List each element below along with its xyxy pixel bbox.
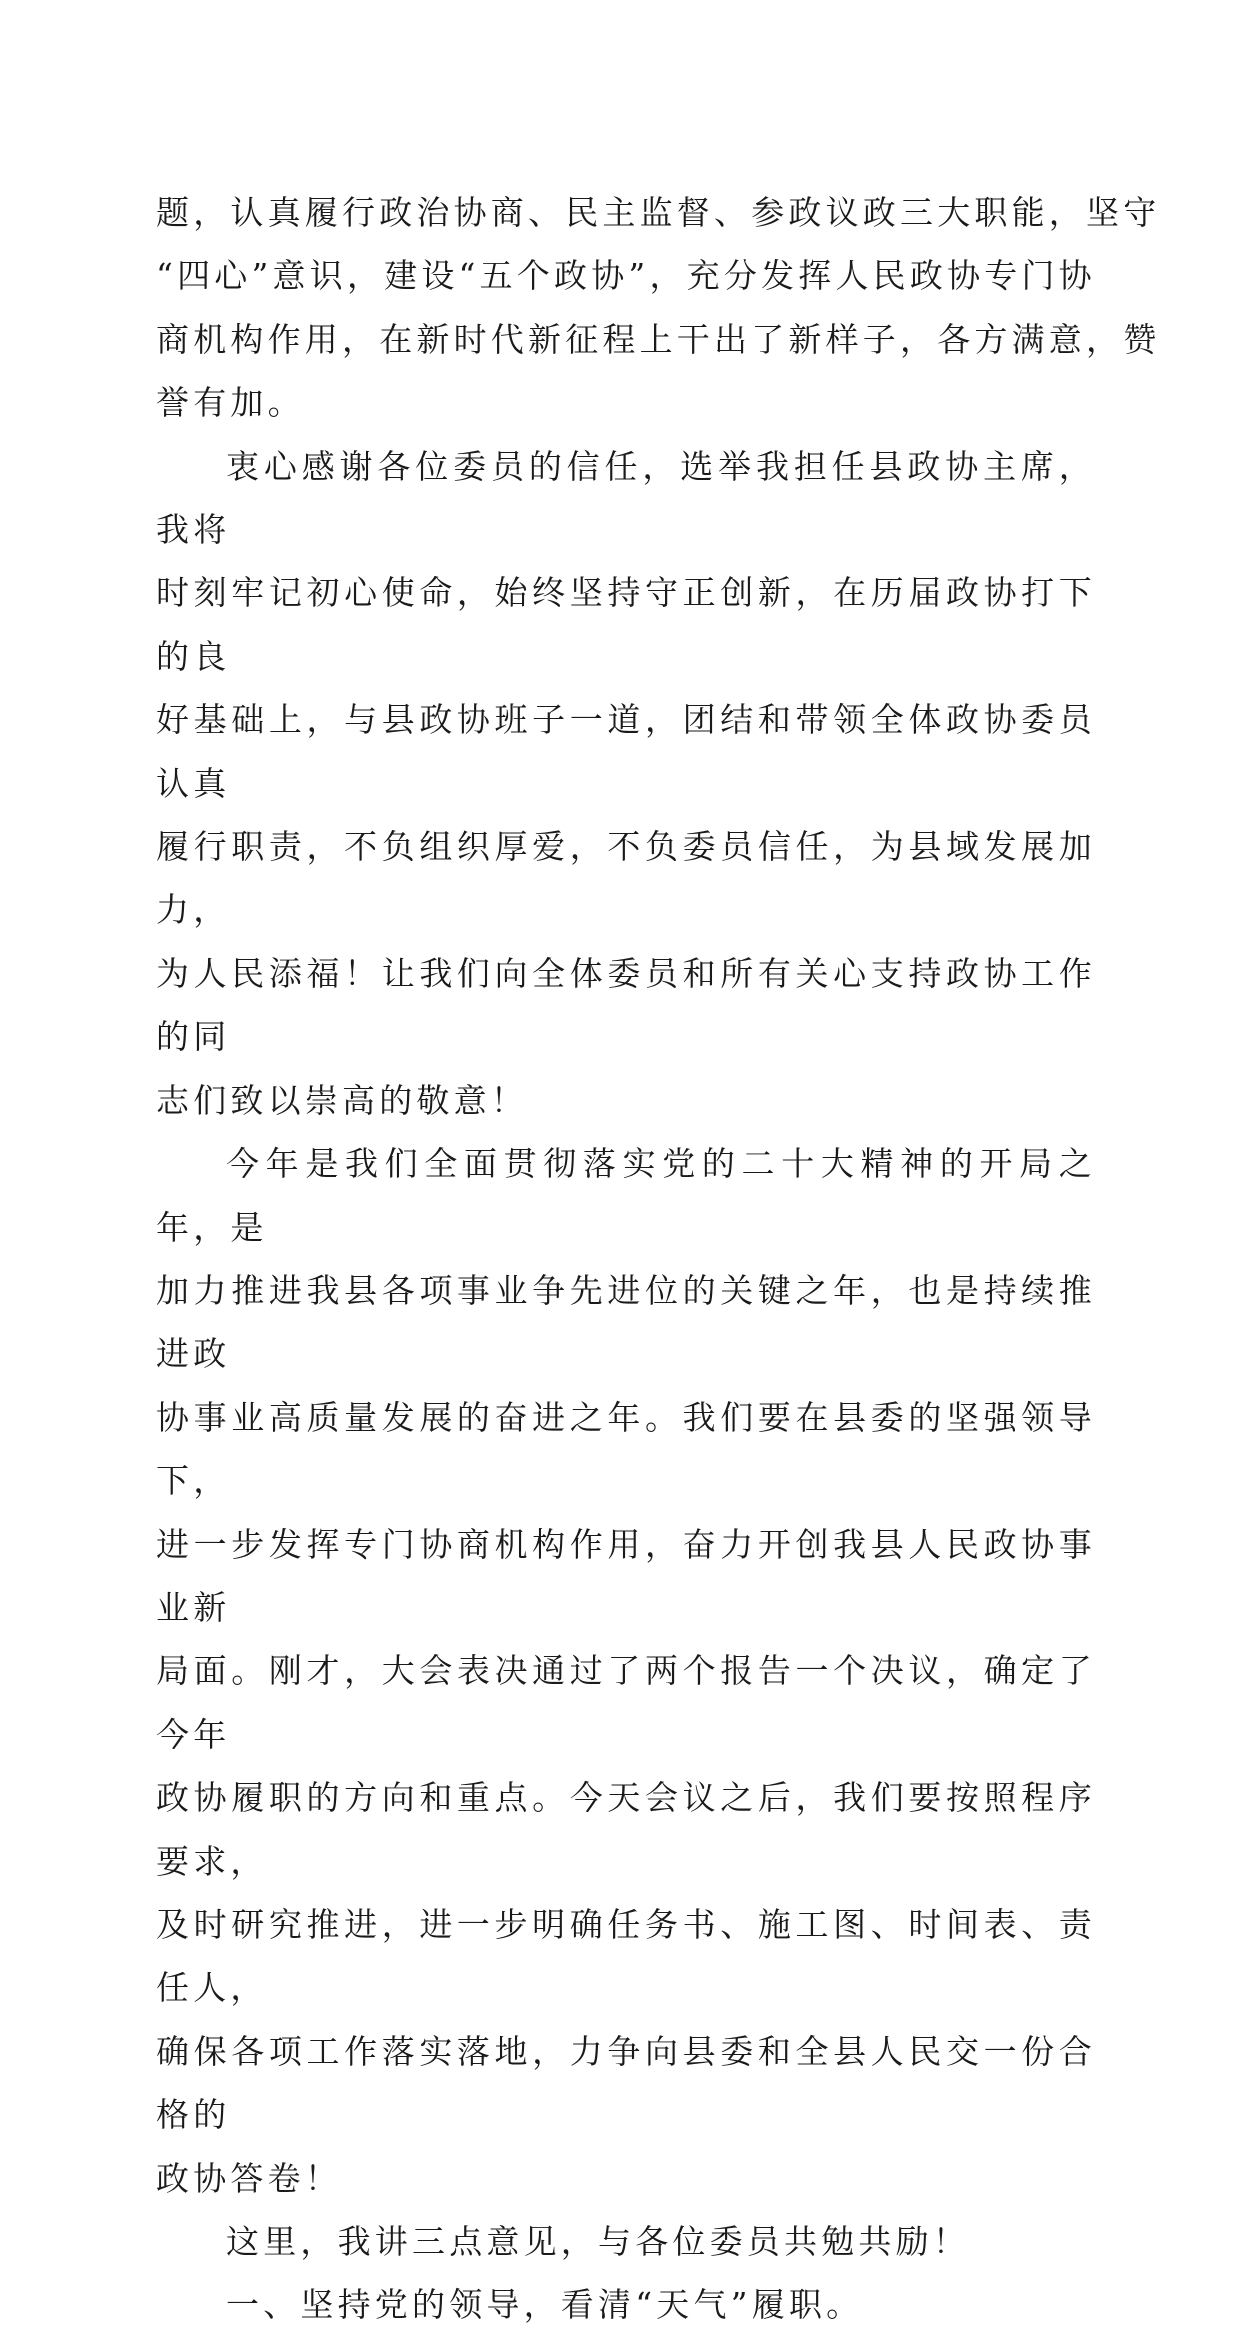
- text-line: 衷心感谢各位委员的信任，选举我担任县政协主席，我将: [156, 446, 1096, 550]
- text-line: 志们致以崇高的敬意！: [156, 1080, 528, 1120]
- text-line: 政协履职的方向和重点。今天会议之后，我们要按照程序要求，: [156, 1778, 1096, 1881]
- text-line: 题，认真履行政治协商、民主监督、参政议政三大职能，坚守: [156, 193, 1161, 232]
- text-line: 今年是我们全面贯彻落实党的二十大精神的开局之年，是: [156, 1144, 1096, 1247]
- body-text: [156, 181, 1161, 2337]
- text-line: 政协答卷！: [156, 2158, 342, 2198]
- text-line: 协事业高质量发展的奋进之年。我们要在县委的坚强领导下，: [156, 1397, 1096, 1501]
- text-line: 履行职责，不负组织厚爱，不负委员信任，为县域发展加力，: [156, 827, 1096, 930]
- text-line: 局面。刚才，大会表决通过了两个报告一个决议，确定了今年: [156, 1651, 1096, 1754]
- paragraph-thanks: [156, 435, 1096, 1132]
- text-line: 这里，我讲三点意见，与各位委员共勉共励！: [226, 2222, 970, 2261]
- text-line: 誉有加。: [156, 383, 305, 423]
- section-heading-one: [156, 2273, 1096, 2336]
- text-line: 确保各项工作落实落地，力争向县委和全县人民交一份合格的: [156, 2031, 1096, 2135]
- paragraph-continuation: [156, 181, 1161, 435]
- paragraph-this-year: [156, 1132, 1096, 2210]
- text-line: 好基础上，与县政协班子一道，团结和带领全体政协委员认真: [156, 700, 1096, 803]
- text-line: 进一步发挥专门协商机构作用，奋力开创我县人民政协事业新: [156, 1524, 1096, 1627]
- text-line: 及时研究推进，进一步明确任务书、施工图、时间表、责任人，: [156, 1904, 1096, 2008]
- text-line: 加力推进我县各项事业争先进位的关键之年，也是持续推进政: [156, 1270, 1096, 1374]
- paragraph-three-points: [156, 2210, 1096, 2273]
- text-line: 为人民添福！让我们向全体委员和所有关心支持政协工作的同: [156, 953, 1096, 1057]
- text-line: 商机构作用，在新时代新征程上干出了新样子，各方满意，赞: [156, 319, 1161, 359]
- text-line: 一、坚持党的领导，看清“天气”履职。: [226, 2285, 864, 2325]
- text-line: 时刻牢记初心使命，始终坚持守正创新，在历届政协打下的良: [156, 573, 1096, 676]
- text-line: “四心”意识，建设“五个政协”，充分发挥人民政协专门协: [156, 256, 1096, 296]
